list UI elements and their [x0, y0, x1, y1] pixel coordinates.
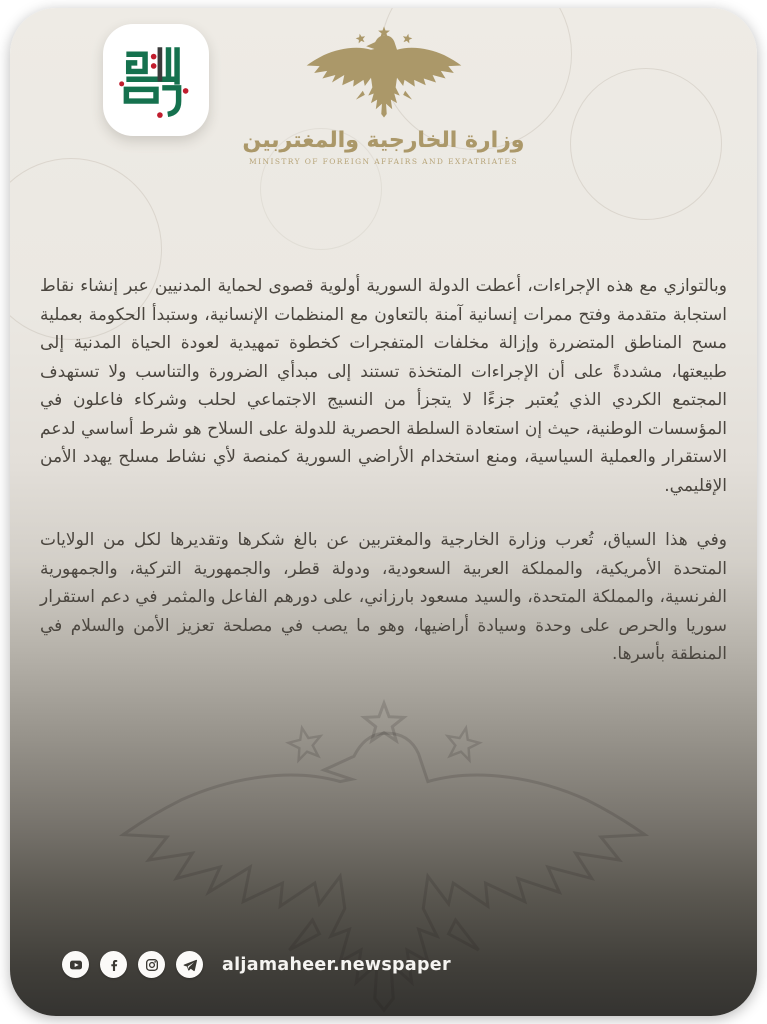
statement-paragraph-1: وبالتوازي مع هذه الإجراءات، أعطت الدولة السورية أولوية قصوى لحماية المدنيين عبر إنشاء نقاط استجابة متقدمة وفتح ممرات إنسانية آمنة بالتعاون مع المنظمات الإنسانية، وستبدأ الحكومة بعملية مسح المناطق المتضررة وإزالة مخلفات المتفجرات كخطوة تمهيدية لعودة الحياة المدنية إلى طبيعتها، مشددةً على أن الإجراءات المتخذة تستند إلى مبدأي الضرورة والتناسب ولا تستهدف المجتمع الكردي الذي يُعتبر جزءًا لا يتجزأ من النسيج الاجتماعي لحلب وشركاء فاعلون في المؤسسات الوطنية، حيث إن استعادة السلطة الحصرية للدولة على السلاح هو شرط أساسي لدعم الاستقرار والعملية السياسية، ومنع استخدام الأراضي السورية كمنصة لأي نشاط مسلح يهدد الأمن الإقليمي. — [40, 276, 727, 496]
statement-body — [40, 272, 727, 669]
ornament-circle — [570, 68, 722, 220]
statement-card — [10, 8, 757, 1016]
youtube-icon[interactable] — [62, 951, 89, 978]
facebook-icon[interactable] — [100, 951, 127, 978]
aljamaheer-logo — [103, 24, 209, 136]
ministry-name-english: MINISTRY OF FOREIGN AFFAIRS AND EXPATRIATES — [249, 157, 518, 166]
ornament-circle — [380, 8, 572, 150]
instagram-icon[interactable] — [138, 951, 165, 978]
aljamaheer-kufic-logo-icon — [117, 38, 195, 122]
ornament-circle — [260, 128, 382, 250]
statement-paragraph-2: وفي هذا السياق، تُعرب وزارة الخارجية والمغتربين عن بالغ شكرها وتقديرها لكل من الولايات المتحدة الأمريكية، والمملكة العربية السعودية، ودولة قطر، والجمهورية التركية، والجمهورية الفرنسية، والمملكة المتحدة، والسيد مسعود بارزاني، على دورهم الفاعل والمثمر في دعم استقرار سوريا والحرص على وحدة وسيادة أراضيها، وهو ما يصب في مصلحة تعزيز الأمن والسلام في المنطقة بأسرها. — [40, 530, 727, 664]
social-handle[interactable]: aljamaheer.newspaper — [222, 954, 451, 975]
telegram-icon[interactable] — [176, 951, 203, 978]
footer-bar — [62, 951, 451, 978]
ministry-name-arabic: وزارة الخارجية والمغتربين — [242, 128, 525, 153]
